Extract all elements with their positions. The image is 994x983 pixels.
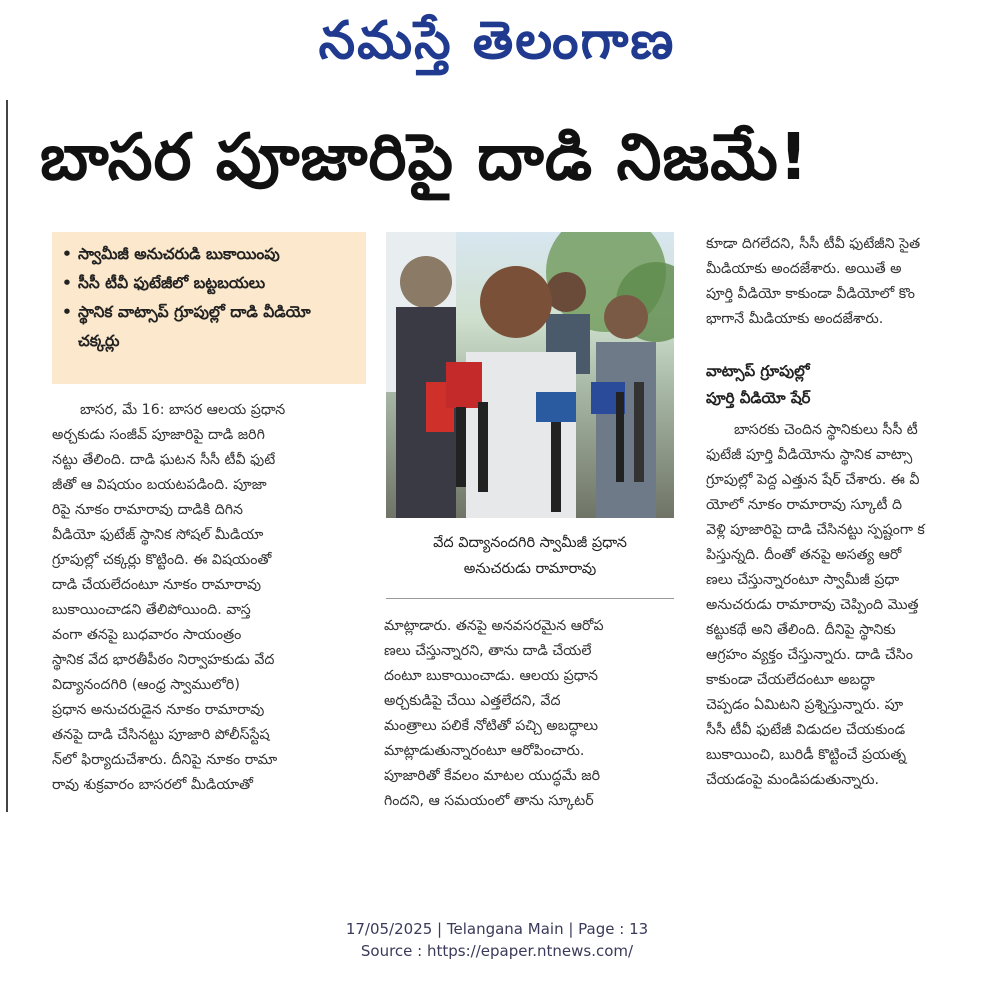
text-line: గిందని, ఆ సమయంలో తాను స్కూటర్	[384, 793, 594, 809]
text-line: నట్టు తేలింది. దాడి ఘటన సీసీ టీవీ ఫుటే	[52, 452, 276, 468]
text-line: అర్చకుడు సంజీవ్ పూజారిపై దాడి జరిగి	[52, 427, 265, 443]
text-line: యోలో నూకం రామారావు స్కూటీ ది	[706, 497, 903, 513]
text-line: కూడా దిగలేదని, సీసీ టీవీ ఫుటేజీని సైత	[706, 236, 921, 252]
text-line: బుకాయించి, బురిడీ కొట్టించే ప్రయత్న	[706, 747, 907, 763]
text-line: జీతో ఆ విషయం బయటపడింది. పూజా	[52, 477, 267, 493]
caption-divider	[386, 598, 674, 599]
text-line: పిస్తున్నది. దీంతో తనపై అసత్య ఆరో	[706, 547, 902, 563]
text-line: తనపై దాడి చేసినట్టు పూజారి పోలీస్‌స్టేష	[52, 727, 270, 743]
footer-date-line: 17/05/2025 | Telangana Main | Page : 13	[345, 920, 649, 938]
text-line: రావు శుక్రవారం బాసరలో మీడియాతో	[52, 777, 254, 793]
text-line: వెళ్లి పూజారిపై దాడి చేసినట్టు స్పష్టంగా క	[706, 522, 925, 538]
text-line: మీడియాకు అందజేశారు. అయితే అ	[706, 261, 902, 277]
text-line: దంటూ బుకాయించాడు. ఆలయ ప్రధాన	[384, 668, 599, 684]
photo-illustration	[386, 232, 674, 518]
text-line: కట్టుకథే అని తేలింది. దీనిపై స్థానికు	[706, 622, 896, 638]
text-line: భాగానే మీడియాకు అందజేశారు.	[706, 311, 884, 327]
article-column-3	[706, 418, 994, 793]
text-line: ఫుటేజీ పూర్తి వీడియోను స్థానిక వాట్సా	[706, 447, 913, 463]
text-line: మాట్లాడారు. తనపై అనవసరమైన ఆరోప	[384, 618, 604, 634]
text-line: మాట్లాడుతున్నారంటూ ఆరోపించారు.	[384, 743, 585, 759]
text-line: అనుచరుడు రామారావు చెప్పింది మొత్త	[706, 597, 919, 613]
subheading-line: పూర్తి వీడియో షేర్	[706, 389, 811, 407]
text-line: చెప్పడం ఏమిటని ప్రశ్నిస్తున్నారు. పూ	[706, 697, 904, 713]
article-column-1	[52, 398, 366, 798]
article-column-2	[384, 614, 684, 814]
text-line: కాకుండా చేయలేదంటూ అబద్ధా	[706, 672, 875, 688]
highlight-item: • స్వామీజీ అనుచరుడి బుకాయింపు	[62, 240, 356, 269]
text-line: గ్రూపుల్లో చక్కర్లు కొట్టింది. ఈ విషయంతో	[52, 552, 272, 568]
text-line: వీడియో ఫుటేజ్ స్థానిక సోషల్ మీడియా	[52, 527, 264, 543]
text-line: పూజారితో కేవలం మాటల యుద్ధమే జరి	[384, 768, 600, 784]
page-footer	[0, 918, 994, 962]
highlights-box	[52, 232, 366, 384]
text-line: మంత్రాలు పలికే నోటితో పచ్చి అబద్ధాలు	[384, 718, 599, 734]
text-line: వంగా తనపై బుధవారం సాయంత్రం	[52, 627, 242, 643]
bullet-icon: •	[62, 274, 72, 292]
text-line: సీసీ టీవీ ఫుటేజీ విడుదల చేయకుండ	[706, 722, 906, 738]
section-subheading	[706, 358, 994, 412]
text-line: పూర్తి వీడియో కాకుండా వీడియోలో కొం	[706, 286, 915, 302]
caption-line: అనుచరుడు రామారావు	[463, 561, 597, 577]
article-column-3-top	[706, 232, 994, 332]
subheading-line: వాట్సాప్ గ్రూపుల్లో	[706, 362, 810, 380]
article-headline: బాసర పూజారిపై దాడి నిజమే!	[40, 121, 810, 195]
text-line: ణలు చేస్తున్నారని, తాను దాడి చేయలే	[384, 643, 592, 659]
text-line: స్థానిక వేద భారతీపీఠం నిర్వాహకుడు వేద	[52, 652, 275, 668]
text-line: విద్యానందగిరి (ఆంధ్ర స్వాములోరి)	[52, 677, 240, 693]
text-line: న్‌లో ఫిర్యాదుచేశారు. దీనిపై నూకం రామా	[52, 752, 278, 768]
footer-source-line: Source : https://epaper.ntnews.com/	[360, 942, 634, 960]
text-line: ణలు చేస్తున్నారంటూ స్వామీజీ ప్రధా	[706, 572, 900, 588]
text-line: బుకాయించాడని తేలిపోయింది. వాస్త	[52, 602, 251, 618]
text-line: రిపై నూకం రామారావు దాడికి దిగిన	[52, 502, 244, 518]
caption-line: వేద విద్యానందగిరి స్వామీజీ ప్రధాన	[433, 535, 627, 551]
bullet-icon: •	[62, 303, 72, 321]
highlight-item: • సీసీ టీవీ ఫుటేజీలో బట్టబయలు	[62, 269, 356, 298]
news-photo	[386, 232, 674, 518]
masthead-logo: నమస్తే తెలంగాణ	[318, 10, 676, 71]
text-line: బాసరకు చెందిన స్థానికులు సీసీ టీ	[734, 422, 918, 438]
text-line: గ్రూపుల్లో పెద్ద ఎత్తున షేర్ చేశారు. ఈ వీ	[706, 472, 920, 488]
text-line: ప్రధాన అనుచరుడైన నూకం రామారావు	[52, 702, 265, 718]
bullet-icon: •	[62, 245, 72, 263]
left-border-rule	[6, 100, 8, 812]
text-line: అర్చకుడిపై చేయి ఎత్తలేదని, వేద	[384, 693, 561, 709]
text-line: బాసర, మే 16: బాసర ఆలయ ప్రధాన	[80, 402, 286, 418]
photo-caption	[386, 530, 674, 582]
text-line: చేయడంపై మండిపడుతున్నారు.	[706, 772, 880, 788]
text-line: ఆగ్రహం వ్యక్తం చేస్తున్నారు. దాడి చేసిం	[706, 647, 913, 663]
highlight-item: • స్థానిక వాట్సాప్ గ్రూపుల్లో దాడి వీడియో చక్కర్లు	[62, 298, 356, 356]
text-line: దాడి చేయలేదంటూ నూకం రామారావు	[52, 577, 262, 593]
